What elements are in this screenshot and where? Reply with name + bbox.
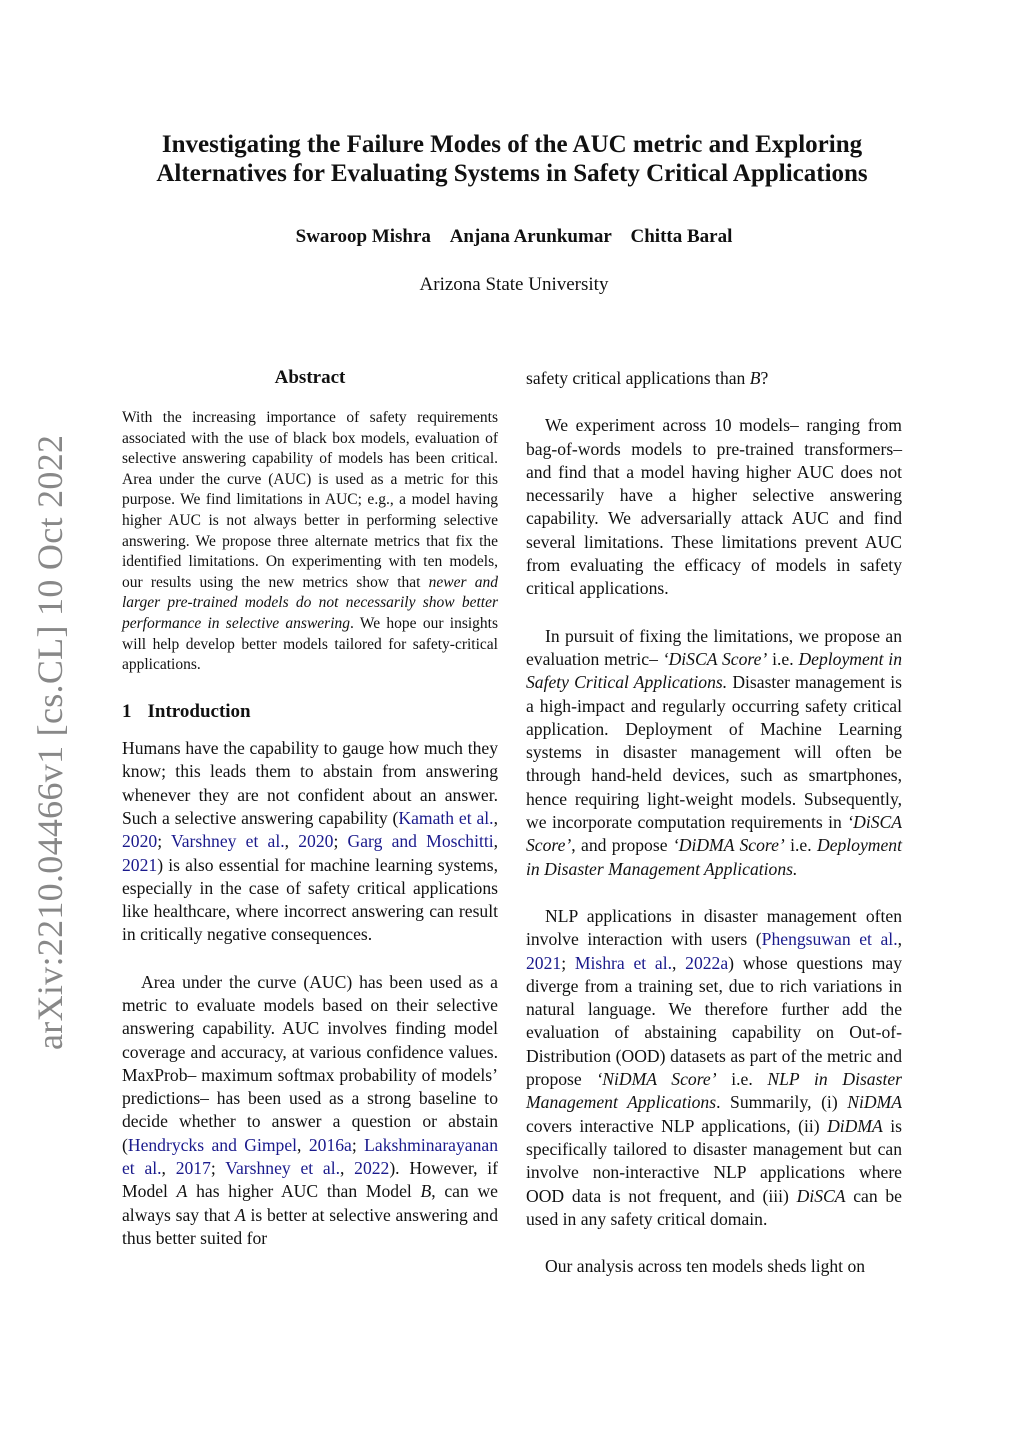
citation-link[interactable]: Kamath et al. xyxy=(398,807,494,828)
paper-title xyxy=(100,130,924,188)
citation-link[interactable]: Varshney et al. xyxy=(170,831,285,852)
body-paragraph: NLP applications in disaster management often involve interaction with users (Phengsuwan et al., 2021; Mishra et al., 2022a) whose questions may diverge from a training set, due to rich variations in natural language. We therefore further add the evaluation of abstaining capability on Out-of-Distribution (OOD) datasets as part of the metric and propose ‘NiDMA Score’ i.e. NLP in Disaster Management Applications. Summarily, (i) NiDMA covers interactive NLP applications, (ii) DiDMA is specifically tailored to disaster management but can involve non-interactive NLP applications where OOD data is not frequent, and (iii) DiSCA can be used in any safety critical domain. xyxy=(526,905,903,1229)
title-line: Investigating the Failure Modes of the AUC metric and Exploring xyxy=(161,131,863,158)
arxiv-stamp: arXiv:2210.04466v1 [cs.CL] 10 Oct 2022 xyxy=(30,434,70,1050)
body-paragraph: Our analysis across ten models sheds light on xyxy=(545,1256,866,1277)
citation-link[interactable]: Lakshminarayanan et al. xyxy=(122,1134,498,1179)
citation-link[interactable]: Phengsuwan et al. xyxy=(761,929,898,950)
author-list xyxy=(100,226,928,248)
body-paragraph: We experiment across 10 models– ranging from bag-of-words models to pre-trained transformers– and find that a model having higher AUC does not necessarily have a higher selective answering capability. We adversarially attack AUC and find several limitations. These limitations prevent AUC from evaluating the efficacy of models in safety critical applications. xyxy=(526,415,902,599)
author: Swaroop Mishra xyxy=(295,226,431,247)
citation-link[interactable]: Garg and Moschitti xyxy=(347,831,494,852)
abstract-heading: Abstract xyxy=(274,367,346,388)
section-heading-introduction: 1 Introduction xyxy=(122,700,251,722)
author: Anjana Arunkumar xyxy=(449,226,612,247)
intro-paragraph: Area under the curve (AUC) has been used as a metric to evaluate models based on their selective answering capability. AUC involves finding model coverage and accuracy, at various confidence values. MaxProb– maximum softmax probability of models’ predictions– has been used as a strong baseline to decide whether to answer a question or abstain (Hendrycks and Gimpel, 2016a; Lakshminarayanan et al., 2017; Varshney et al., 2022). However, if Model A has higher AUC than Model B, can we always say that A is better at selective answering and thus better suited for xyxy=(122,971,499,1248)
citation-link[interactable]: 2022a xyxy=(685,952,729,973)
citation-link[interactable]: Varshney et al. xyxy=(225,1158,340,1179)
abstract-text: With the increasing importance of safety requirements associated with the use of black box models, evaluation of selective answering capability of models has been critical. Area under the curve (AUC) is used as a metric for this purpose. We find limitations in AUC; e.g., a model having higher AUC is not always better in performing selective answering. We propose three alternate metrics that fix the identified limitations. On experimenting with ten models, our results using the new metrics show that newer and larger pre-trained models do not necessarily show better performance in selective answering. We hope our insights will help develop better models tailored for safety-critical applications. xyxy=(122,409,498,674)
left-column xyxy=(122,366,498,1250)
citation-link[interactable]: Hendrycks and Gimpel xyxy=(127,1134,298,1155)
citation-link[interactable]: 2022 xyxy=(354,1158,390,1179)
citation-link[interactable]: Mishra et al. xyxy=(574,952,672,973)
citation-link[interactable]: 2021 xyxy=(526,952,562,973)
body-paragraph: safety critical applications than B? xyxy=(526,368,769,388)
citation-link[interactable]: 2016a xyxy=(308,1134,352,1155)
intro-paragraph: Humans have the capability to gauge how much they know; this leads them to abstain from answering whenever they are not confident about an answer. Such a selective answering capability (Kamath et al., 2020; Varshney et al., 2020; Garg and Moschitti, 2021) is also essential for machine learning systems, especially in the case of safety critical applications like healthcare, where incorrect answering can result in critically negative consequences. xyxy=(122,738,499,945)
author: Chitta Baral xyxy=(630,226,733,247)
affiliation: Arizona State University xyxy=(419,274,609,295)
citation-link[interactable]: 2020 xyxy=(122,831,158,852)
right-column xyxy=(526,367,902,1278)
title-line: Alternatives for Evaluating Systems in Safety Critical Applications xyxy=(156,160,868,187)
citation-link[interactable]: 2017 xyxy=(175,1158,211,1179)
body-paragraph: In pursuit of fixing the limitations, we propose an evaluation metric– ‘DiSCA Score’ i.e. Deployment in Safety Critical Applications. Disaster management is a high-impact and regularly occurring safety critical application. Deployment of Machine Learning systems in disaster management will often be through hand-held devices, such as smartphones, hence requiring light-weight models. Subsequently, we incorporate computation requirements in ‘DiSCA Score’, and propose ‘DiDMA Score’ i.e. Deployment in Disaster Management Applications. xyxy=(526,625,902,879)
citation-link[interactable]: 2021 xyxy=(122,854,158,875)
citation-link[interactable]: 2020 xyxy=(298,831,334,852)
